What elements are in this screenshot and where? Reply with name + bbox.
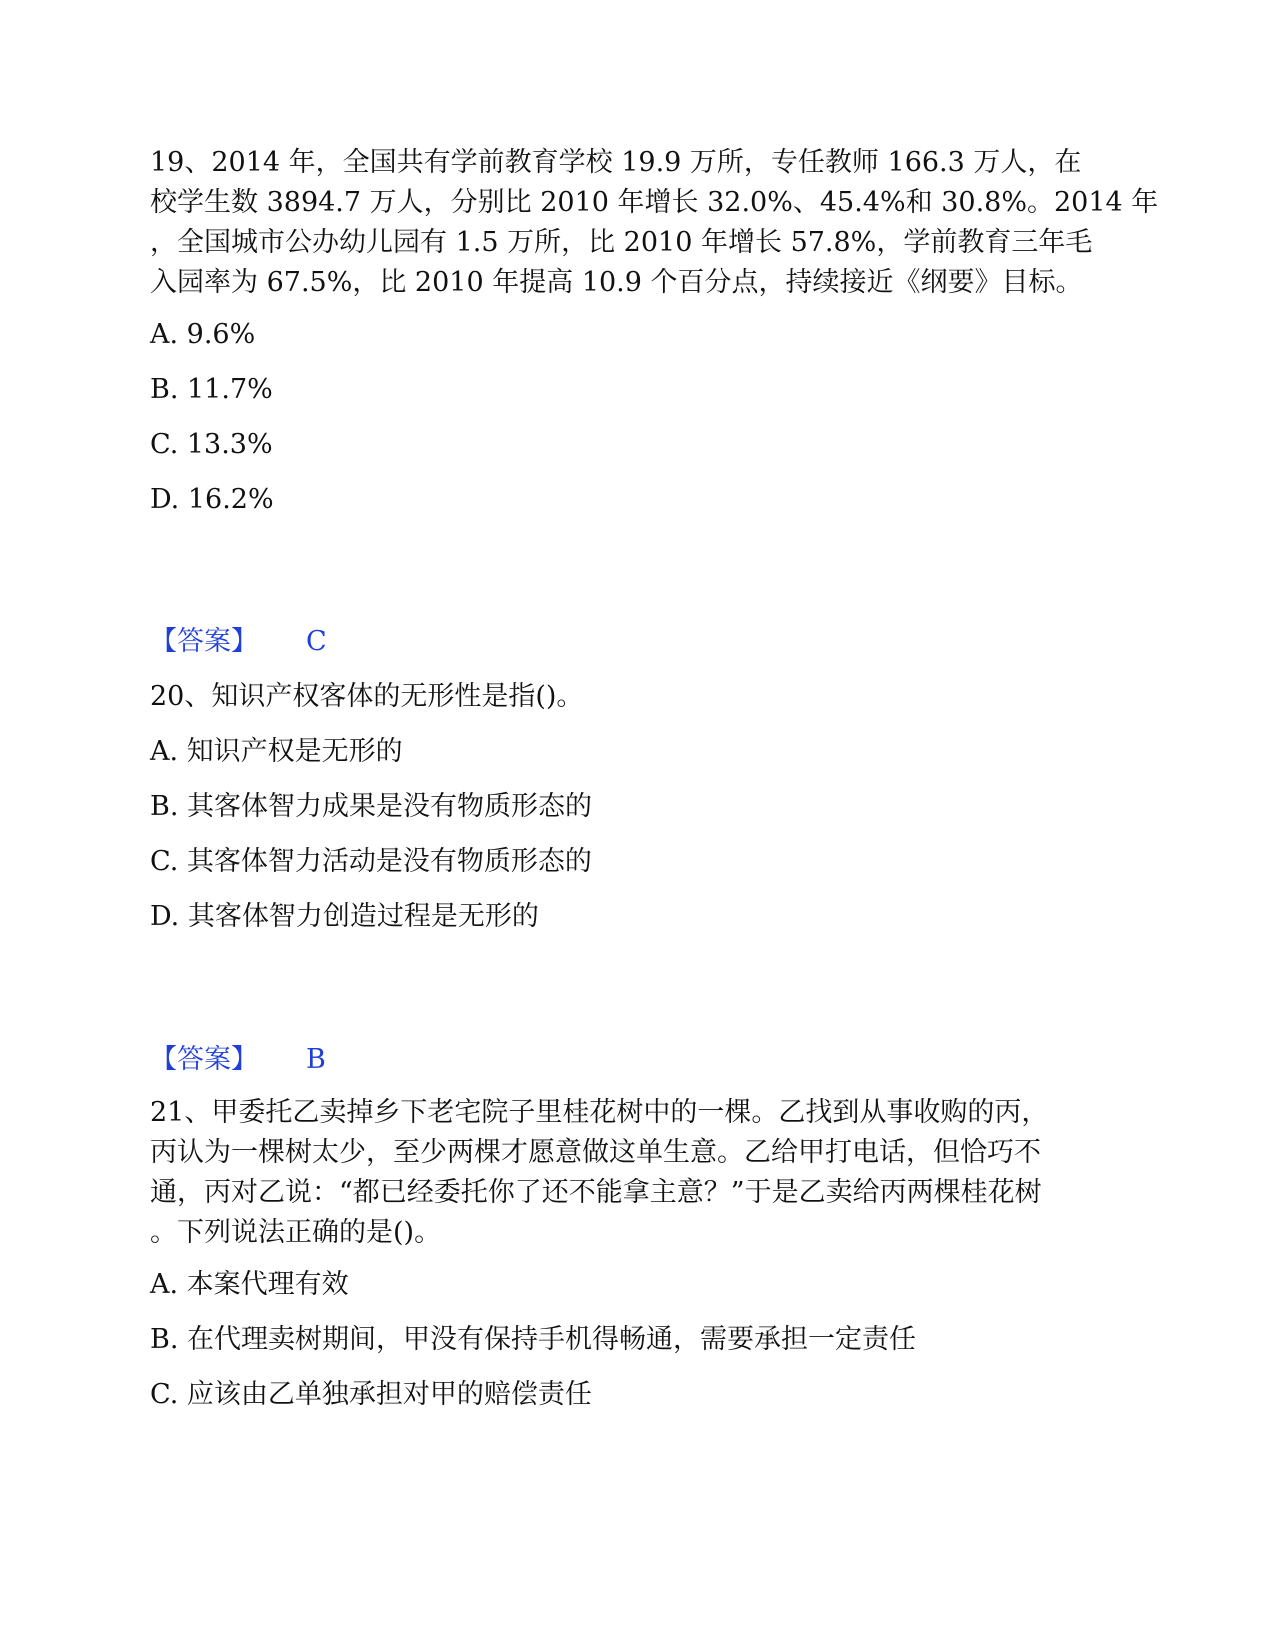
question-21-stem — [150, 1093, 1130, 1253]
answer-value: C — [306, 626, 327, 657]
question-19-option-a: A. 9.6% — [150, 319, 256, 350]
question-19-stem-line: ，全国城市公办幼儿园有 1.5 万所，比 2010 年增长 57.8%，学前教育三年毛 — [150, 227, 1093, 258]
question-20-option-d: D. 其客体智力创造过程是无形的 — [150, 901, 539, 932]
question-20-option-a: A. 知识产权是无形的 — [150, 736, 403, 767]
question-21-stem-line: 21、甲委托乙卖掉乡下老宅院子里桂花树中的一棵。乙找到从事收购的丙， — [150, 1097, 1049, 1128]
question-21-stem-line: 通，丙对乙说：“都已经委托你了还不能拿主意？”于是乙卖给丙两棵桂花树 — [150, 1177, 1042, 1208]
question-21-option-a: A. 本案代理有效 — [150, 1269, 349, 1300]
question-21-option-b: B. 在代理卖树期间，甲没有保持手机得畅通，需要承担一定责任 — [150, 1324, 917, 1355]
question-20-stem-line: 20、知识产权客体的无形性是指()。 — [150, 681, 584, 712]
question-21-stem-line: 。下列说法正确的是()。 — [150, 1217, 442, 1248]
question-20-stem — [150, 677, 1130, 717]
answer-value: B — [306, 1044, 326, 1075]
question-21-option-c: C. 应该由乙单独承担对甲的赔偿责任 — [150, 1379, 592, 1410]
answer-label: 【答案】 — [150, 1044, 258, 1075]
question-19-option-d: D. 16.2% — [150, 484, 274, 515]
question-19-stem-line: 入园率为 67.5%，比 2010 年提高 10.9 个百分点，持续接近《纲要》目标。 — [150, 267, 1083, 298]
question-21-stem-line: 丙认为一棵树太少，至少两棵才愿意做这单生意。乙给甲打电话，但恰巧不 — [150, 1137, 1041, 1168]
question-19-stem-line: 校学生数 3894.7 万人，分别比 2010 年增长 32.0%、45.4%和 30.8%。2014 年 — [150, 187, 1159, 218]
question-20-option-c: C. 其客体智力活动是没有物质形态的 — [150, 846, 592, 877]
question-19-stem-line: 19、2014 年，全国共有学前教育学校 19.9 万所，专任教师 166.3 万人，在 — [150, 147, 1082, 178]
question-19-option-c: C. 13.3% — [150, 429, 273, 460]
question-19-answer — [150, 622, 327, 662]
question-19-option-b: B. 11.7% — [150, 374, 273, 405]
question-19-stem — [150, 143, 1159, 303]
question-20-option-b: B. 其客体智力成果是没有物质形态的 — [150, 791, 593, 822]
answer-label: 【答案】 — [150, 626, 258, 657]
question-20-answer — [150, 1040, 326, 1080]
